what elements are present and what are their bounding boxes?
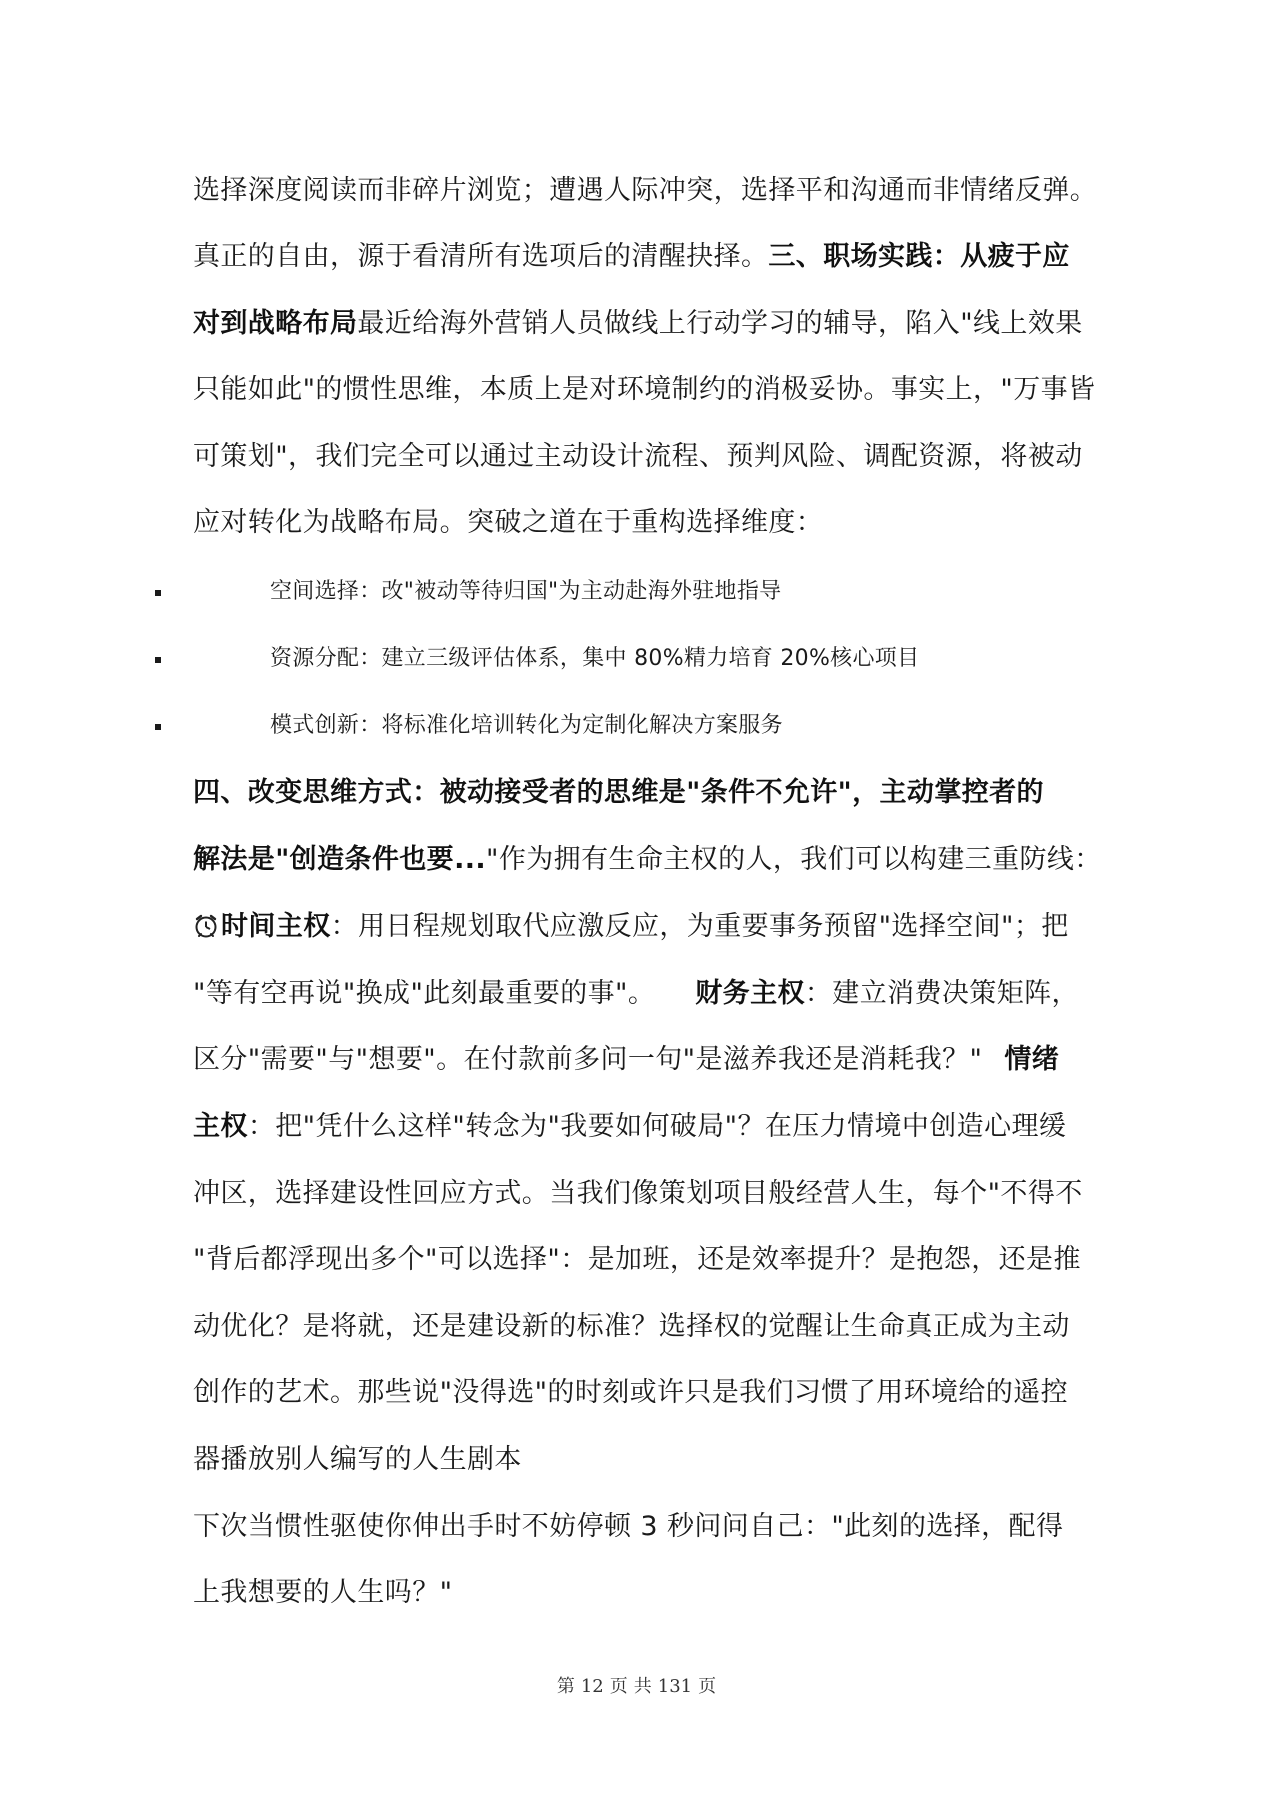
- body-line: 冲区，选择建设性回应方式。当我们像策划项目般经营人生，每个"不得不: [193, 1178, 1083, 1209]
- bullet-text: 资源分配：建立三级评估体系，集中 80%精力培育 20%核心项目: [270, 646, 920, 671]
- body-line: 应对转化为战略布局。突破之道在于重构选择维度：: [193, 507, 824, 538]
- body-line: [193, 304, 1083, 344]
- body-text: 真正的自由，源于看清所有选项后的清醒抉择。: [193, 241, 769, 272]
- alarm-clock-icon: [193, 913, 219, 939]
- body-text: "作为拥有生命主权的人，我们可以构建三重防线：: [486, 844, 1102, 875]
- body-line: 只能如此"的惯性思维，本质上是对环境制约的消极妥协。事实上，"万事皆: [193, 374, 1096, 405]
- body-text: "等有空再说"换成"此刻最重要的事"。: [193, 978, 656, 1009]
- body-line: 下次当惯性驱使你伸出手时不妨停顿 3 秒问问自己："此刻的选择，配得: [193, 1511, 1064, 1542]
- body-line: [193, 1040, 1059, 1080]
- section-heading: 对到战略布局: [193, 308, 358, 339]
- body-line: 创作的艺术。那些说"没得选"的时刻或许只是我们习惯了用环境给的遥控: [193, 1377, 1069, 1408]
- body-line: "背后都浮现出多个"可以选择"：是加班，还是效率提升？是抱怨，还是推: [193, 1244, 1081, 1275]
- footer-text: 页: [698, 1676, 717, 1697]
- bullet-square-icon: [155, 590, 161, 596]
- section-heading: 四、改变思维方式：被动接受者的思维是"条件不允许"，主动掌控者的: [193, 777, 1044, 808]
- bullet-text: 模式创新：将标准化培训转化为定制化解决方案服务: [270, 713, 783, 738]
- body-line: 可策划"，我们完全可以通过主动设计流程、预判风险、调配资源，将被动: [193, 441, 1083, 472]
- right-label: 财务主权: [695, 978, 805, 1009]
- bullet-square-icon: [155, 657, 161, 663]
- body-line: 动优化？是将就，还是建设新的标准？选择权的觉醒让生命真正成为主动: [193, 1311, 1070, 1342]
- body-text: ：用日程规划取代应激反应，为重要事务预留"选择空间"；把: [330, 911, 1069, 942]
- body-line: 选择深度阅读而非碎片浏览；遭遇人际冲突，选择平和沟通而非情绪反弹。: [193, 175, 1098, 206]
- right-label: 情绪: [1004, 1044, 1060, 1075]
- body-line: [193, 907, 1069, 947]
- body-line: 器播放别人编写的人生剧本: [193, 1444, 522, 1475]
- bullet-square-icon: [155, 724, 161, 730]
- body-text: ：把"凭什么这样"转念为"我要如何破局"？在压力情境中创造心理缓: [247, 1111, 1067, 1142]
- section-heading: 三、职场实践：从疲于应: [768, 241, 1070, 272]
- footer-text: 第: [556, 1676, 575, 1697]
- body-line: [193, 1107, 1066, 1147]
- body-line: [193, 773, 1044, 813]
- page-footer: [0, 1674, 1273, 1700]
- body-text: 最近给海外营销人员做线上行动学习的辅导，陷入"线上效果: [357, 308, 1083, 339]
- page-total: 131: [657, 1676, 693, 1697]
- bullet-item: [0, 641, 1273, 677]
- right-label: 主权: [193, 1111, 248, 1142]
- body-text: 区分"需要"与"想要"。在付款前多问一句"是滋养我还是消耗我？": [193, 1044, 983, 1075]
- body-line: [193, 237, 1070, 277]
- bullet-item: [0, 708, 1273, 744]
- footer-text: 页: [609, 1676, 628, 1697]
- bullet-item: [0, 574, 1273, 610]
- body-line: [193, 840, 1102, 880]
- bullet-text: 空间选择：改"被动等待归国"为主动赴海外驻地指导: [270, 579, 782, 604]
- page-number: 12: [580, 1676, 604, 1697]
- footer-text: 共: [633, 1676, 652, 1697]
- right-label: 时间主权: [221, 911, 331, 942]
- body-line: [193, 974, 1079, 1014]
- section-heading: 解法是"创造条件也要...: [193, 844, 487, 875]
- body-text: ：建立消费决策矩阵，: [804, 978, 1079, 1009]
- body-line: 上我想要的人生吗？": [193, 1577, 453, 1608]
